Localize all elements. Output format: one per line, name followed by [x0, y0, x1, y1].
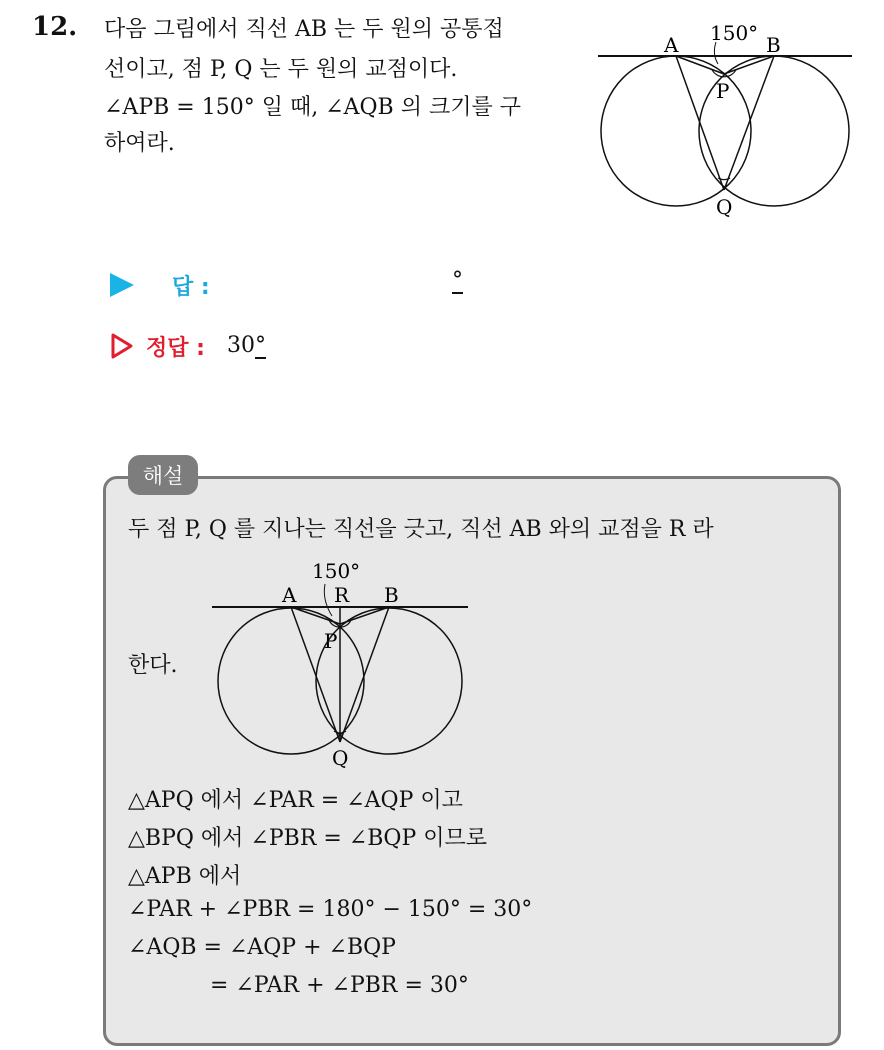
solution-step-1: △APQ 에서 ∠PAR = ∠AQP 이고	[128, 788, 463, 813]
solution-point-b-label: B	[384, 583, 399, 607]
solution-tag: 해설	[128, 455, 198, 495]
solution-step-6: = ∠PAR + ∠PBR = 30°	[210, 973, 469, 998]
point-b-label: B	[766, 33, 781, 57]
question-line-2: 선이고, 점 P, Q 는 두 원의 교점이다.	[104, 57, 458, 82]
solution-figure	[210, 560, 475, 770]
correct-label: 정답 :	[146, 335, 205, 361]
figure-angle-label: 150°	[710, 21, 759, 45]
correct-answer-row	[110, 326, 266, 366]
solution-step-2: △BPQ 에서 ∠PBR = ∠BQP 이므로	[128, 826, 487, 851]
play-arrow-icon	[110, 273, 134, 297]
solution-point-q-label: Q	[332, 746, 349, 770]
outline-triangle-icon	[110, 332, 134, 360]
question-number: 12.	[32, 12, 78, 42]
solution-point-p-label: P	[324, 629, 338, 653]
solution-step-3: △APB 에서	[128, 864, 242, 889]
point-a-label: A	[664, 33, 679, 57]
question-line-4: 하여라.	[104, 131, 175, 156]
correct-value: 30°	[226, 333, 266, 358]
question-line-1: 다음 그림에서 직선 AB 는 두 원의 공통접	[104, 17, 504, 42]
solution-angle-label: 150°	[312, 560, 361, 583]
solution-line-2: 한다.	[128, 653, 178, 678]
solution-point-a-label: A	[282, 583, 297, 607]
point-p-label: P	[716, 79, 730, 103]
question-figure	[596, 18, 866, 228]
solution-point-r-label: R	[334, 583, 350, 607]
point-q-label: Q	[716, 195, 733, 219]
answer-row	[110, 268, 210, 302]
solution-line-1: 두 점 P, Q 를 지나는 직선을 긋고, 직선 AB 와의 교점을 R 라	[128, 517, 714, 542]
answer-label: 답 :	[172, 274, 210, 300]
solution-step-5: ∠AQB = ∠AQP + ∠BQP	[128, 935, 396, 960]
answer-blank[interactable]: °	[452, 268, 463, 293]
question-line-3: ∠APB = 150° 일 때, ∠AQB 의 크기를 구	[104, 95, 521, 120]
solution-step-4: ∠PAR + ∠PBR = 180° − 150° = 30°	[128, 897, 533, 922]
